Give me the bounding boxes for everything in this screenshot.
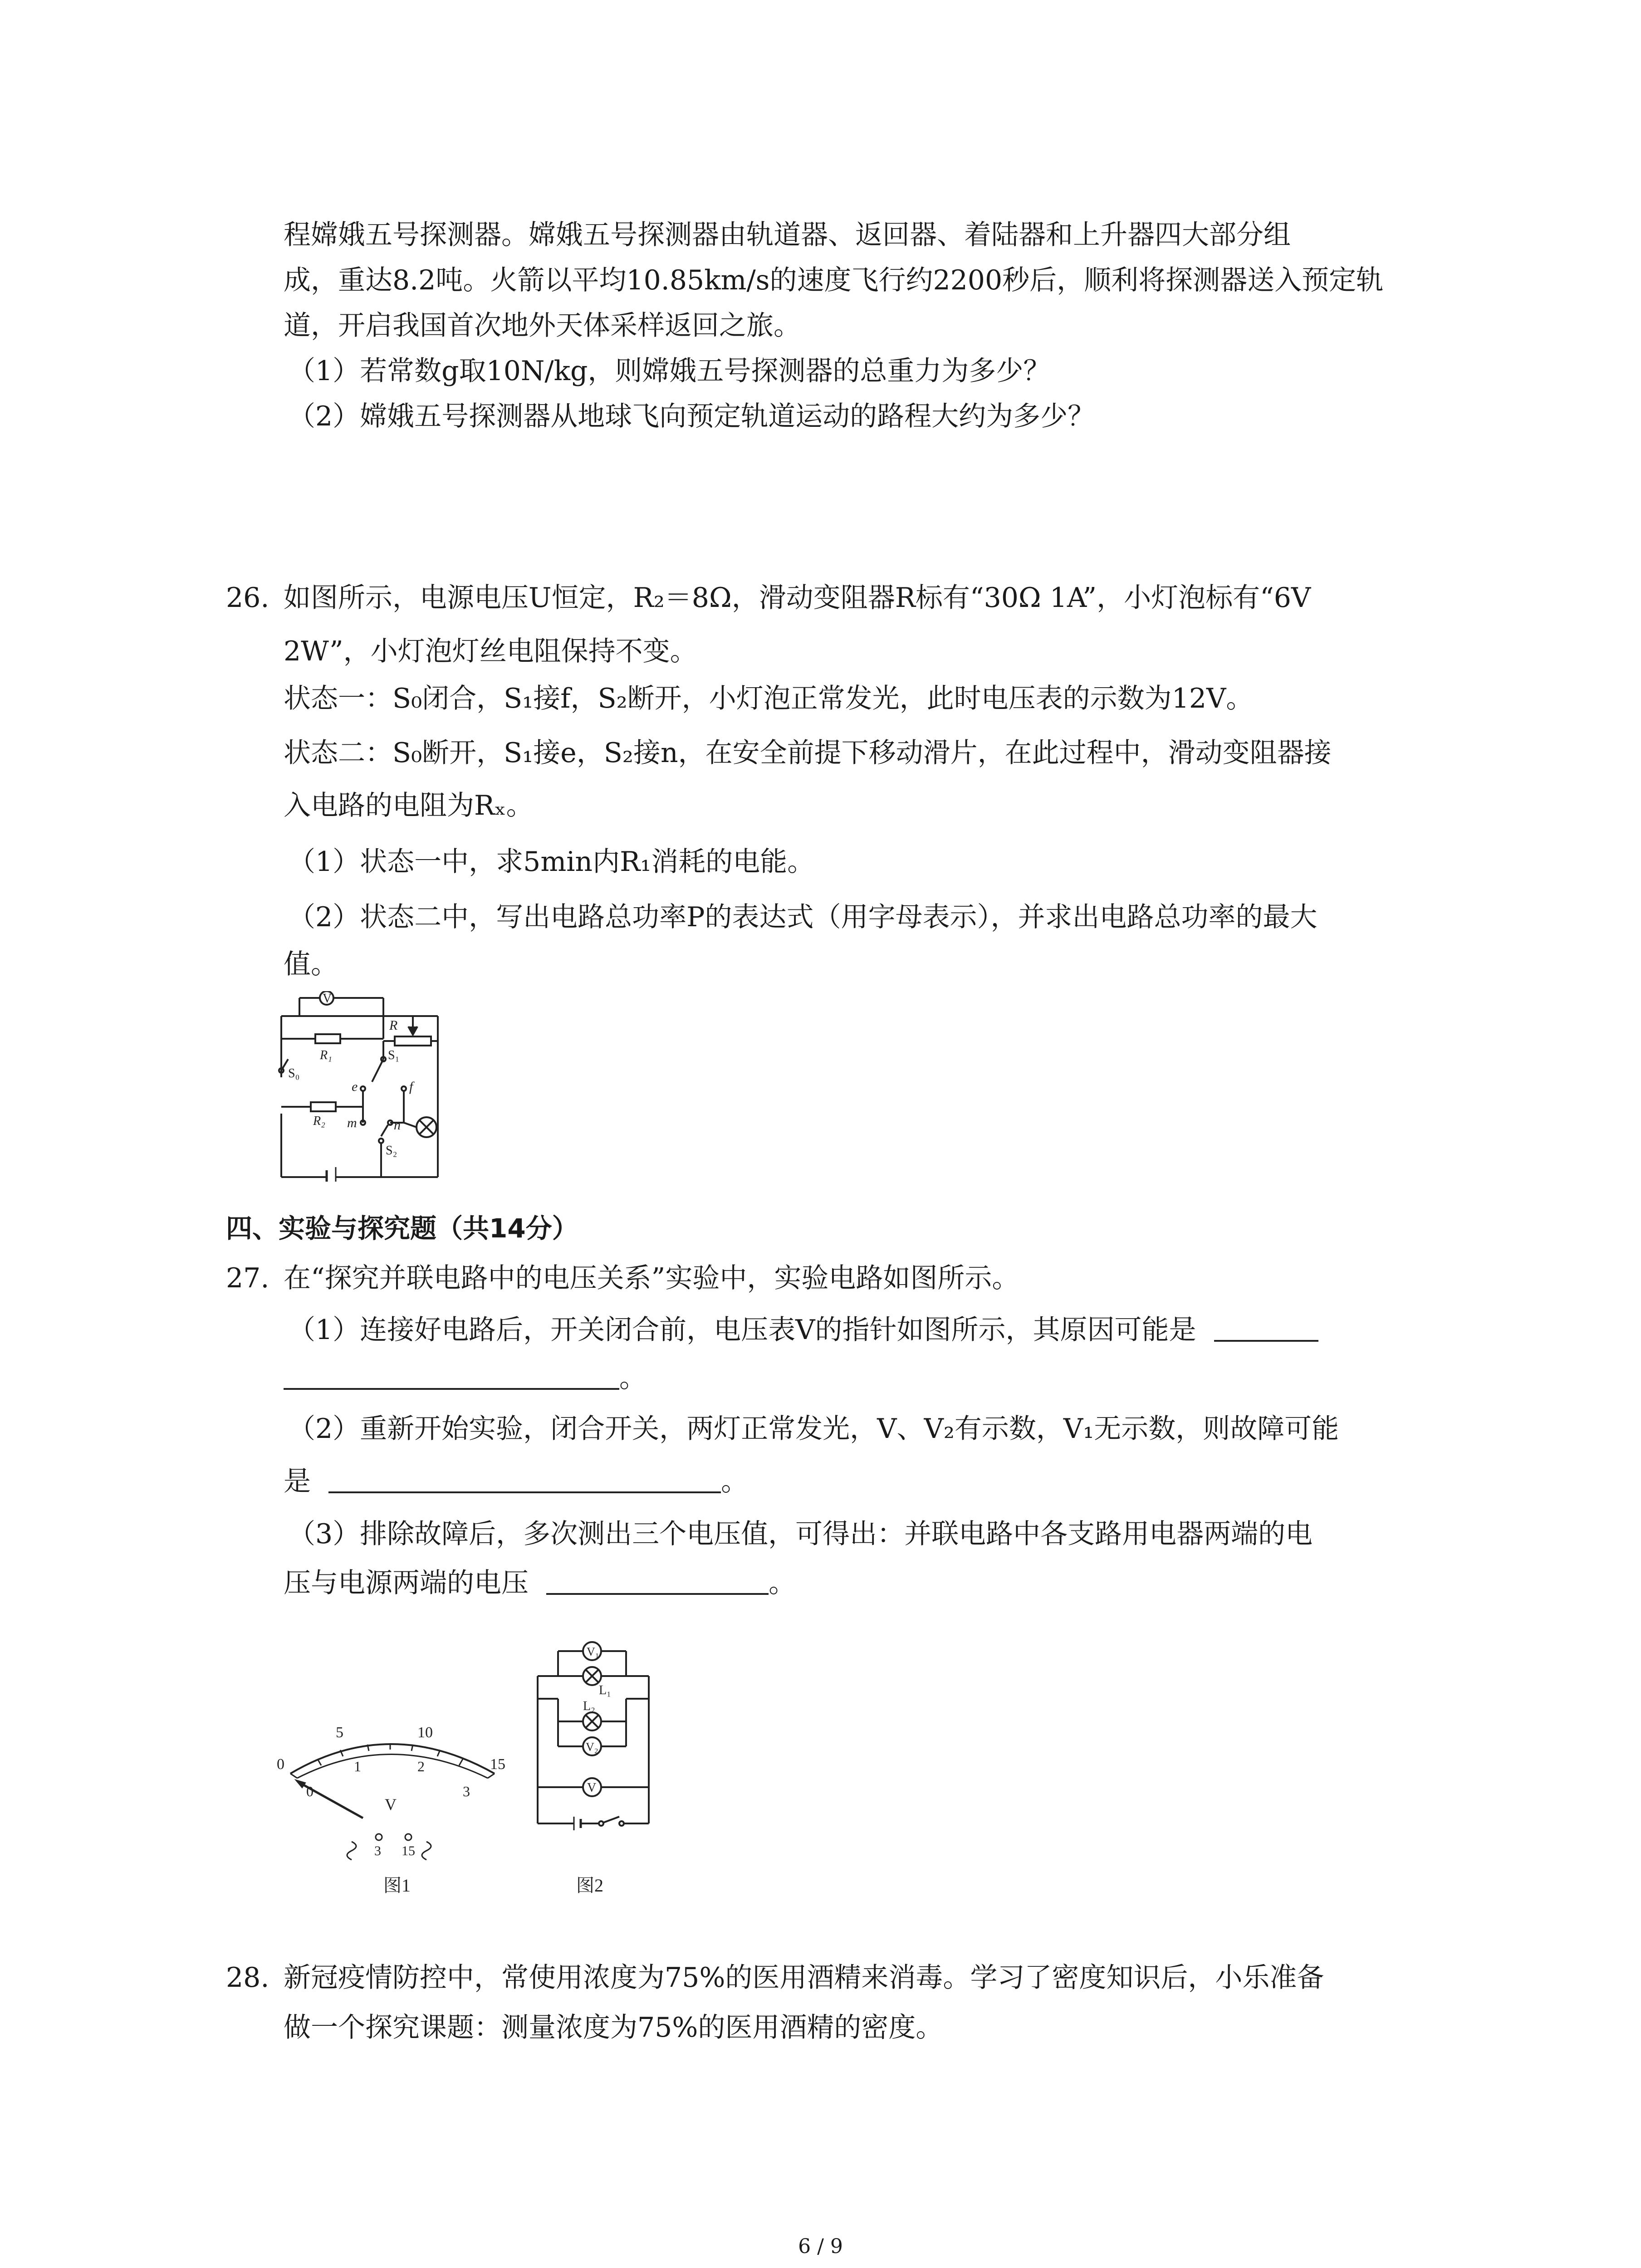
q26-subquestion-2-line-1: （2）状态二中，写出电路总功率P的表达式（用字母表示），并求出电路总功率的最大 [288,901,1318,933]
q27-subquestion-3-line-2: 压与电源两端的电压 。 [284,1565,796,1601]
q25-subquestion-2: （2）嫦娥五号探测器从地球飞向预定轨道运动的路程大约为多少？ [288,401,1095,432]
q27-figure-2-parallel-circuit [517,1633,671,1901]
fig2-label-v: V [587,1781,597,1795]
q25-line-3: 道，开启我国首次地外天体采样返回之旅。 [284,310,801,342]
q26-circuit-diagram [272,991,463,1182]
dial-inner-tick-0: 0 [306,1783,314,1799]
figure-2-caption: 图2 [576,1875,603,1896]
q26-subquestion-1: （1）状态一中，求5min内R₁消耗的电能。 [288,846,815,878]
q26-state-1: 状态一：S₀闭合，S₁接f，S₂断开，小灯泡正常发光，此时电压表的示数为12V。 [284,683,1254,714]
dial-meter-label: V [385,1795,397,1813]
q26-number: 26. [226,582,269,614]
q26-line-1: 如图所示，电源电压U恒定，R₂＝8Ω，滑动变阻器R标有“30Ω 1A”，小灯泡标有“6V [284,582,1311,614]
dial-outer-tick-15: 15 [490,1756,505,1773]
dial-terminal-15: 15 [402,1843,415,1858]
q26-label-m: m [347,1115,357,1130]
q27-subquestion-3-line-1: （3）排除故障后，多次测出三个电压值，可得出：并联电路中各支路用电器两端的电 [288,1518,1313,1550]
q25-line-2: 成，重达8.2吨。火箭以平均10.85km/s的速度飞行约2200秒后，顺利将探测器送入预定轨 [284,264,1384,296]
q26-label-r1: R₁ [320,1048,332,1062]
figure-1-caption: 图1 [383,1875,411,1896]
q27-answer-blank-1[interactable] [284,1361,619,1390]
page-number: 6 / 9 [798,2235,843,2258]
q27-subquestion-2-line-2: 是 。 [284,1463,748,1500]
q25-line-1: 程嫦娥五号探测器。嫦娥五号探测器由轨道器、返回器、着陆器和上升器四大部分组 [284,219,1291,251]
fig2-label-v2: V₂ [586,1740,598,1754]
dial-inner-tick-1: 1 [354,1758,361,1774]
q27-answer-blank-3[interactable] [546,1566,769,1595]
dial-terminal-3: 3 [374,1843,381,1858]
q28-line-1: 新冠疫情防控中，常使用浓度为75%的医用酒精来消毒。学习了密度知识后，小乐准备 [284,1962,1324,1994]
section-4-heading: 四、实验与探究题（共14分） [226,1213,578,1244]
q26-label-voltmeter: V [323,992,332,1006]
q26-state-2-line-2: 入电路的电阻为Rₓ。 [284,790,534,821]
q26-line-2: 2W”，小灯泡灯丝电阻保持不变。 [284,635,697,667]
q27-number: 27. [226,1262,269,1294]
q26-label-s1: S₁ [388,1048,400,1062]
q26-label-r: R [389,1018,398,1033]
q26-label-e: e [352,1079,358,1094]
dial-outer-tick-0: 0 [277,1756,284,1773]
q28-number: 28. [226,1962,269,1994]
q26-subquestion-2-line-2: 值。 [284,948,338,980]
q27-subquestion-2-line-1: （2）重新开始实验，闭合开关，两灯正常发光，V、V₂有示数，V₁无示数，则故障可能 [288,1413,1339,1445]
q28-line-2: 做一个探究课题：测量浓度为75%的医用酒精的密度。 [284,2012,943,2043]
fig2-label-l1: L₁ [599,1683,611,1697]
dial-outer-tick-10: 10 [417,1724,433,1741]
q26-state-2-line-1: 状态二：S₀断开，S₁接e，S₂接n，在安全前提下移动滑片，在此过程中，滑动变阻器接 [284,737,1332,769]
q26-label-f: f [409,1079,413,1094]
fig2-label-l2: L₂ [583,1699,595,1713]
dial-outer-tick-5: 5 [336,1724,343,1741]
q27-line-1: 在“探究并联电路中的电压关系”实验中，实验电路如图所示。 [284,1262,1019,1294]
dial-inner-tick-2: 2 [417,1758,425,1774]
q27-figure-1-voltmeter-dial [272,1706,508,1901]
q27-answer-blank-2[interactable] [328,1464,721,1493]
q25-subquestion-1: （1）若常数g取10N/kg，则嫦娥五号探测器的总重力为多少？ [288,355,1051,387]
q26-label-s0: S₀ [288,1066,300,1080]
q26-label-r2: R₂ [313,1114,325,1128]
q27-answer-blank-1-start[interactable] [1214,1313,1318,1342]
q27-subquestion-1-line-2: 。 [284,1360,647,1396]
dial-inner-tick-3: 3 [463,1783,470,1799]
q26-label-n: n [394,1118,401,1133]
q27-subquestion-1-line-1 [288,1312,1318,1348]
q27-subquestion-1-text: （1）连接好电路后，开关闭合前，电压表V的指针如图所示，其原因可能是 [288,1314,1196,1346]
q26-label-s2: S₂ [386,1144,397,1158]
fig2-label-v1: V₁ [587,1645,599,1658]
